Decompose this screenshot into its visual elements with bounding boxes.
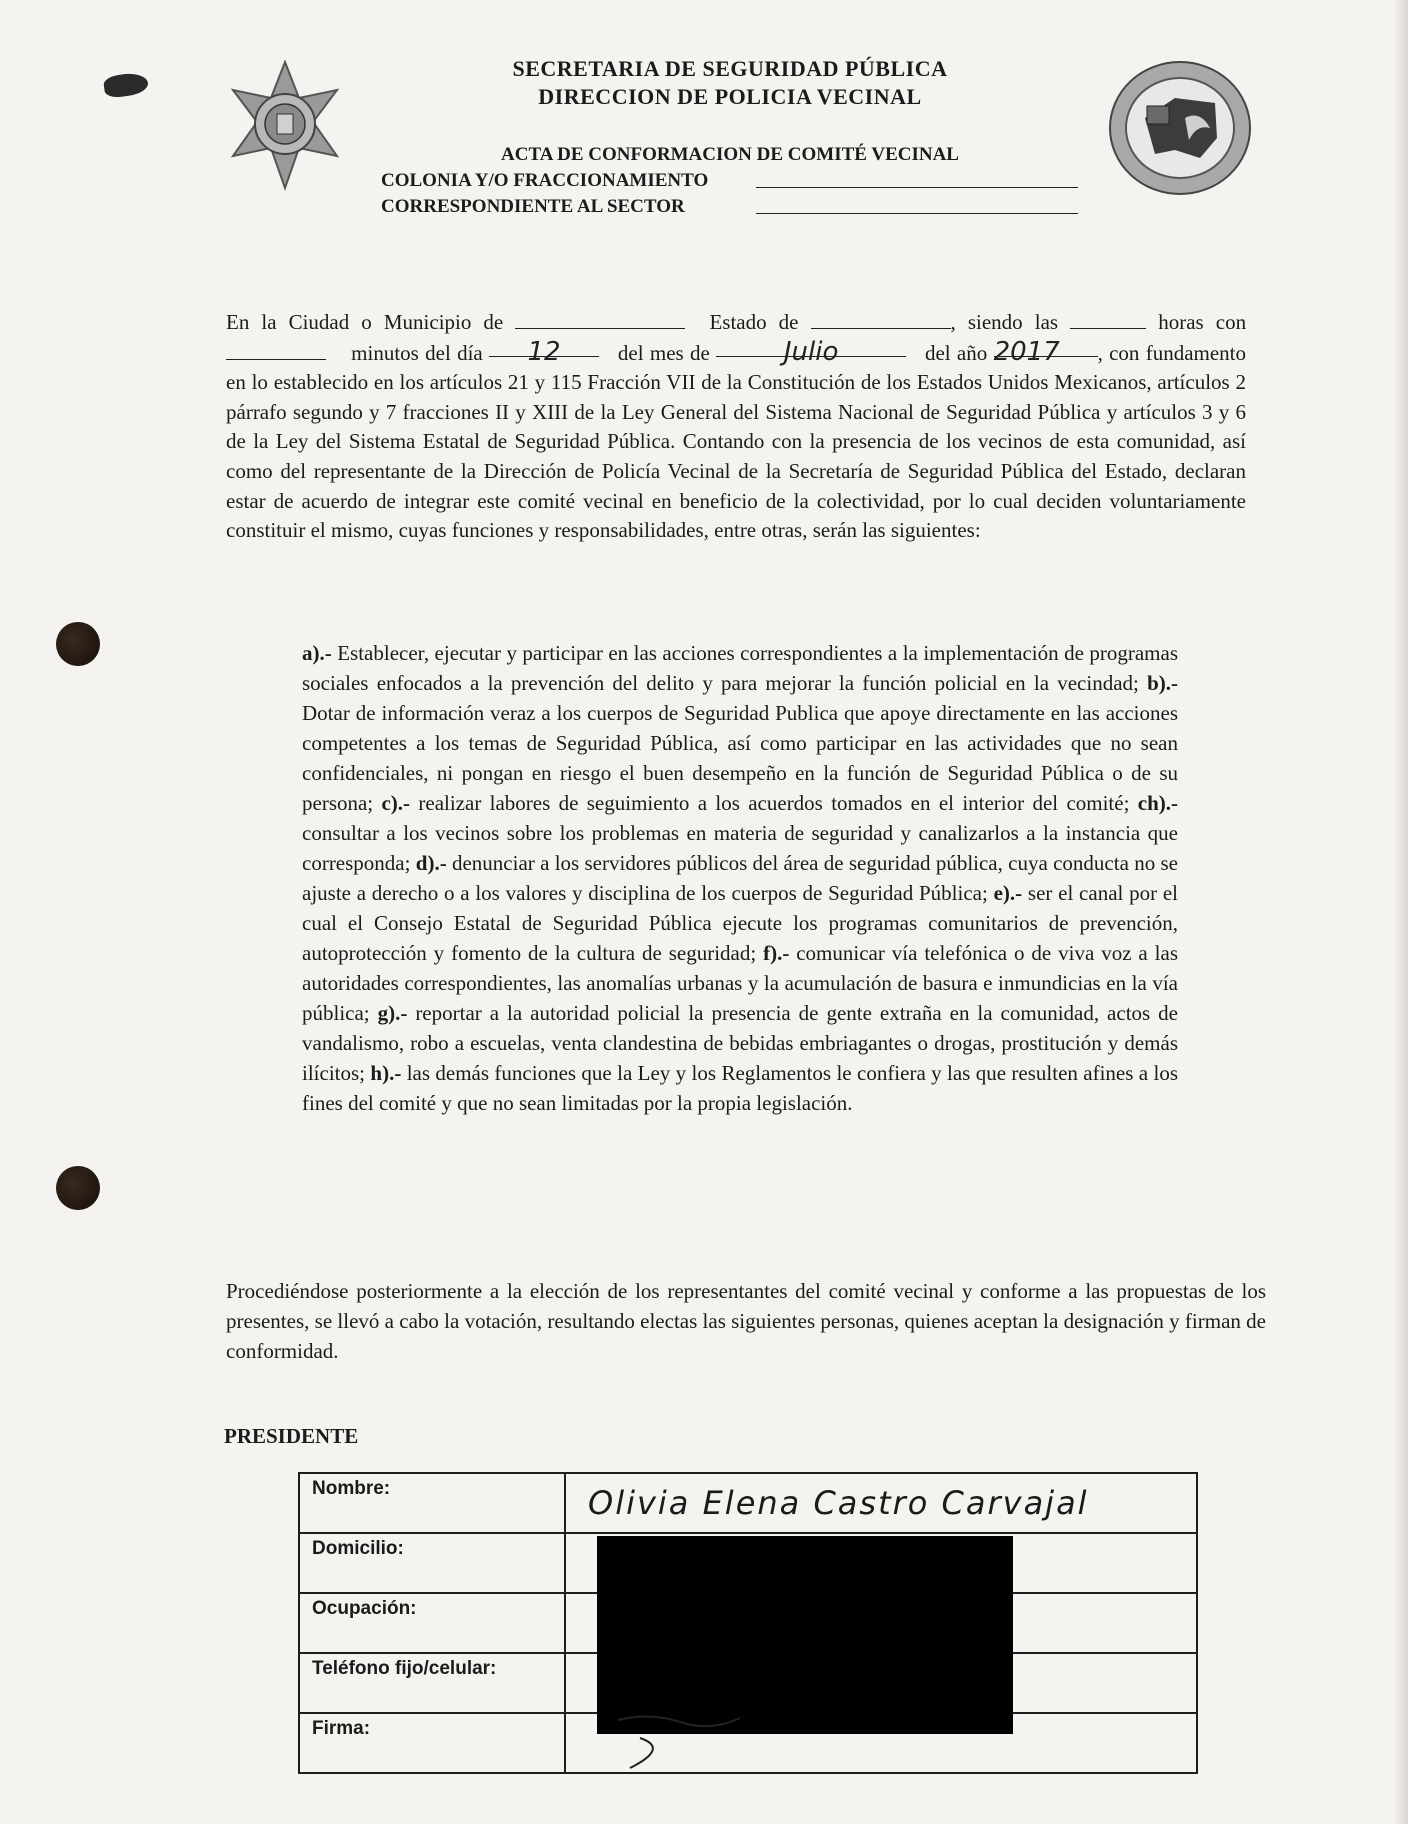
intro-text: minutos del día	[351, 340, 483, 365]
domicilio-label: Domicilio:	[299, 1533, 565, 1593]
header-direccion: DIRECCION DE POLICIA VECINAL	[538, 84, 922, 109]
signature-scribble-icon	[610, 1708, 750, 1778]
intro-paragraph	[226, 308, 1246, 546]
nombre-label: Nombre:	[299, 1473, 565, 1533]
horas-blank[interactable]	[1070, 310, 1146, 329]
function-item: b).- Dotar de información veraz a los cuerpos de Seguridad Publica que apoye directamente en las acciones competentes a los temas de Seguridad Pública, así como participar en las actividades que no sean confidenciales, ni pongan en riesgo el buen desempeño en la función de Seguridad Pública o de su persona;	[302, 671, 1178, 815]
colonia-blank[interactable]	[756, 186, 1078, 188]
intro-text: del año	[924, 340, 988, 365]
intro-text: En la Ciudad o Municipio de	[226, 310, 504, 334]
ink-smudge	[103, 71, 150, 99]
function-item: f).- comunicar vía telefónica o de viva voz a las autoridades correspondientes, las anomalías urbanas y la acumulación de basura e inmundicias en la vía pública;	[302, 941, 1178, 1025]
sector-label: CORRESPONDIENTE AL SECTOR	[381, 196, 685, 217]
header-secretaria: SECRETARIA DE SEGURIDAD PÚBLICA	[512, 56, 948, 81]
function-item: g).- reportar a la autoridad policial la presencia de gente extraña en la comunidad, actos de vandalismo, robo a escuelas, venta clandestina de bebidas embriagantes o drogas, prostitución y demás ilícitos;	[302, 1001, 1178, 1085]
redaction-box	[597, 1536, 1013, 1734]
act-title: ACTA DE CONFORMACION DE COMITÉ VECINAL	[501, 144, 959, 165]
paper-edge-shadow	[1394, 0, 1408, 1824]
intro-text: Estado de	[709, 310, 799, 334]
function-item: e).- ser el canal por el cual el Consejo Estatal de Seguridad Pública ejecute los programas comunitarios de prevención, autoprotección y fomento de la cultura de seguridad;	[302, 881, 1179, 965]
year-handwritten[interactable]: 2017	[994, 338, 1098, 357]
intro-text: , siendo las	[950, 310, 1059, 334]
firma-label: Firma:	[299, 1713, 565, 1773]
function-item: ch).- consultar a los vecinos sobre los problemas en materia de seguridad y canalizarlos a la instancia que corresponda;	[302, 791, 1178, 875]
sector-blank[interactable]	[756, 212, 1078, 214]
function-item: c).- realizar labores de seguimiento a los acuerdos tomados en el interior del comité;	[381, 791, 1138, 815]
punch-hole	[56, 622, 100, 666]
intro-text: , con fundamento en lo establecido en los artículos 21 y 115 Fracción VII de la Constitución de los Estados Unidos Mexicanos, artículos 2 párrafo segundo y 7 fracciones II y XIII de la Ley General del Sistema Nacional de Seguridad Pública y artículos 3 y 6 de la Ley del Sistema Estatal de Seguridad Pública. Contando con la presencia de los vecinos de esta comunidad, así como del representante de la Dirección de Policía Vecinal de la Secretaría de Seguridad Pública del Estado, declaran estar de acuerdo de integrar este comité vecinal en beneficio de la colectividad, por lo cual deciden voluntariamente constituir el mismo, cuyas funciones y responsabilidades, entre otras, serán las siguientes:	[226, 340, 1247, 543]
municipio-blank[interactable]	[515, 310, 685, 329]
function-item: h).- las demás funciones que la Ley y los Reglamentos le confiera y las que resulten afines a los fines del comité y que no sean limitadas por la propia legislación.	[302, 1061, 1179, 1115]
intro-text: horas con	[1158, 310, 1247, 334]
telefono-label: Teléfono fijo/celular:	[299, 1653, 565, 1713]
day-handwritten[interactable]: 12	[489, 338, 599, 357]
handwritten-name: Olivia Elena Castro Carvajal	[588, 1484, 1089, 1522]
estado-blank[interactable]	[811, 310, 951, 329]
presidente-title: PRESIDENTE	[224, 1424, 359, 1448]
function-item: d).- denunciar a los servidores públicos del área de seguridad pública, cuya conducta no se ajuste a derecho o a los valores y disciplina de los cuerpos de Seguridad Pública;	[302, 851, 1178, 905]
closing-paragraph: Procediéndose posteriormente a la elección de los representantes del comité vecinal y conforme a las propuestas de los presentes, se llevó a cabo la votación, resultando electas las siguientes personas, quienes aceptan la designación y firman de conformidad.	[226, 1279, 1266, 1363]
intro-text: del mes de	[617, 340, 710, 365]
ocupacion-label: Ocupación:	[299, 1593, 565, 1653]
minutos-blank[interactable]	[226, 341, 326, 360]
month-handwritten[interactable]: Julio	[716, 338, 906, 357]
colonia-label: COLONIA Y/O FRACCIONAMIENTO	[381, 170, 709, 191]
function-item: a).- Establecer, ejecutar y participar en las acciones correspondientes a la implementación de programas sociales enfocados a la prevención del delito y para mejorar la función policial en la vecindad;	[302, 641, 1178, 695]
punch-hole	[56, 1166, 100, 1210]
functions-list	[302, 638, 1178, 1118]
